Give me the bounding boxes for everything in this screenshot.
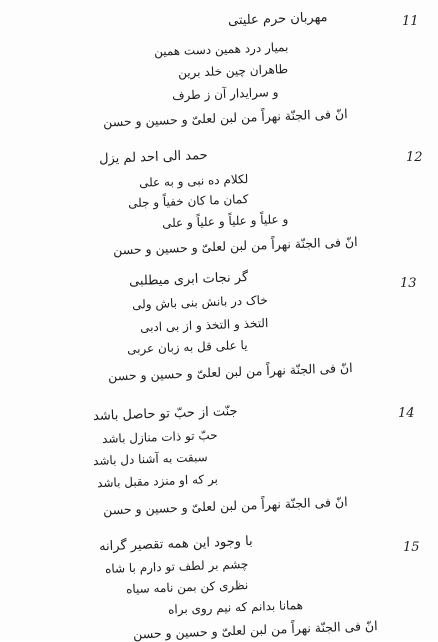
verse-line: و سرایدار آن ز طرف: [171, 85, 279, 103]
refrain-line: انّ فی الجنّة نهراً من لبن لعلیّ و حسین و حسن: [108, 360, 354, 384]
refrain-line: انّ فی الجنّة نهراً من لبن لعلیّ و حسین و حسن: [113, 234, 359, 258]
verse-line: سبقت به آشنا دل باشد: [93, 450, 209, 468]
section-number-14: 14: [398, 406, 415, 421]
section-title-12: حمد الی احد لم یزل: [99, 148, 209, 167]
verse-line: یا علی قل به زبان عربی: [127, 338, 249, 357]
section-number-11: 11: [402, 14, 419, 29]
verse-line: بمیار درد همین دست همین: [153, 40, 289, 59]
verse-line: طاهران چین خلد برین: [177, 62, 289, 80]
verse-line: همانا بدانم که نیم روی براه: [167, 598, 304, 617]
section-title-14: جنّت از حبّ تو حاصل باشد: [93, 404, 239, 425]
refrain-line: انّ فی الجنّة نهراً من لبن لعلیّ و حسین و حسن: [103, 106, 349, 130]
verse-line: چشم بر لطف تو دارم با شاه: [104, 557, 249, 576]
verse-line: و علیاً و علیاً و علیاً و علی: [161, 212, 289, 231]
refrain-line: انّ فی الجنّة نهراً من لبن لعلیّ و حسین و حسن: [133, 618, 379, 642]
verse-line: حبّ تو ذات منازل باشد: [102, 428, 219, 447]
verse-line: کمان ما کان خفیاً و جلی: [127, 192, 249, 211]
section-title-11: مهربان حرم علیتی: [228, 10, 329, 29]
refrain-line: انّ فی الجنّة نهراً من لبن لعلیّ و حسین و حسن: [103, 494, 349, 518]
verse-line: نظری کن بمن نامه سیاه: [125, 578, 249, 597]
verse-line: خاک در بانش بنی باش ولی: [132, 293, 269, 312]
verse-line: بر که او منزد مقبل باشد: [96, 472, 219, 491]
section-title-15: با وجود این همه تقصیر گرانه: [99, 534, 254, 555]
section-number-13: 13: [400, 276, 417, 291]
verse-line: التخذ و التخذ و از بی ادبی: [139, 316, 269, 335]
section-number-12: 12: [406, 150, 423, 165]
verse-line: لکلام ده نبی و به علی: [138, 172, 249, 190]
section-number-15: 15: [403, 540, 420, 555]
section-title-13: گر نجات ابری میطلبی: [128, 270, 249, 290]
